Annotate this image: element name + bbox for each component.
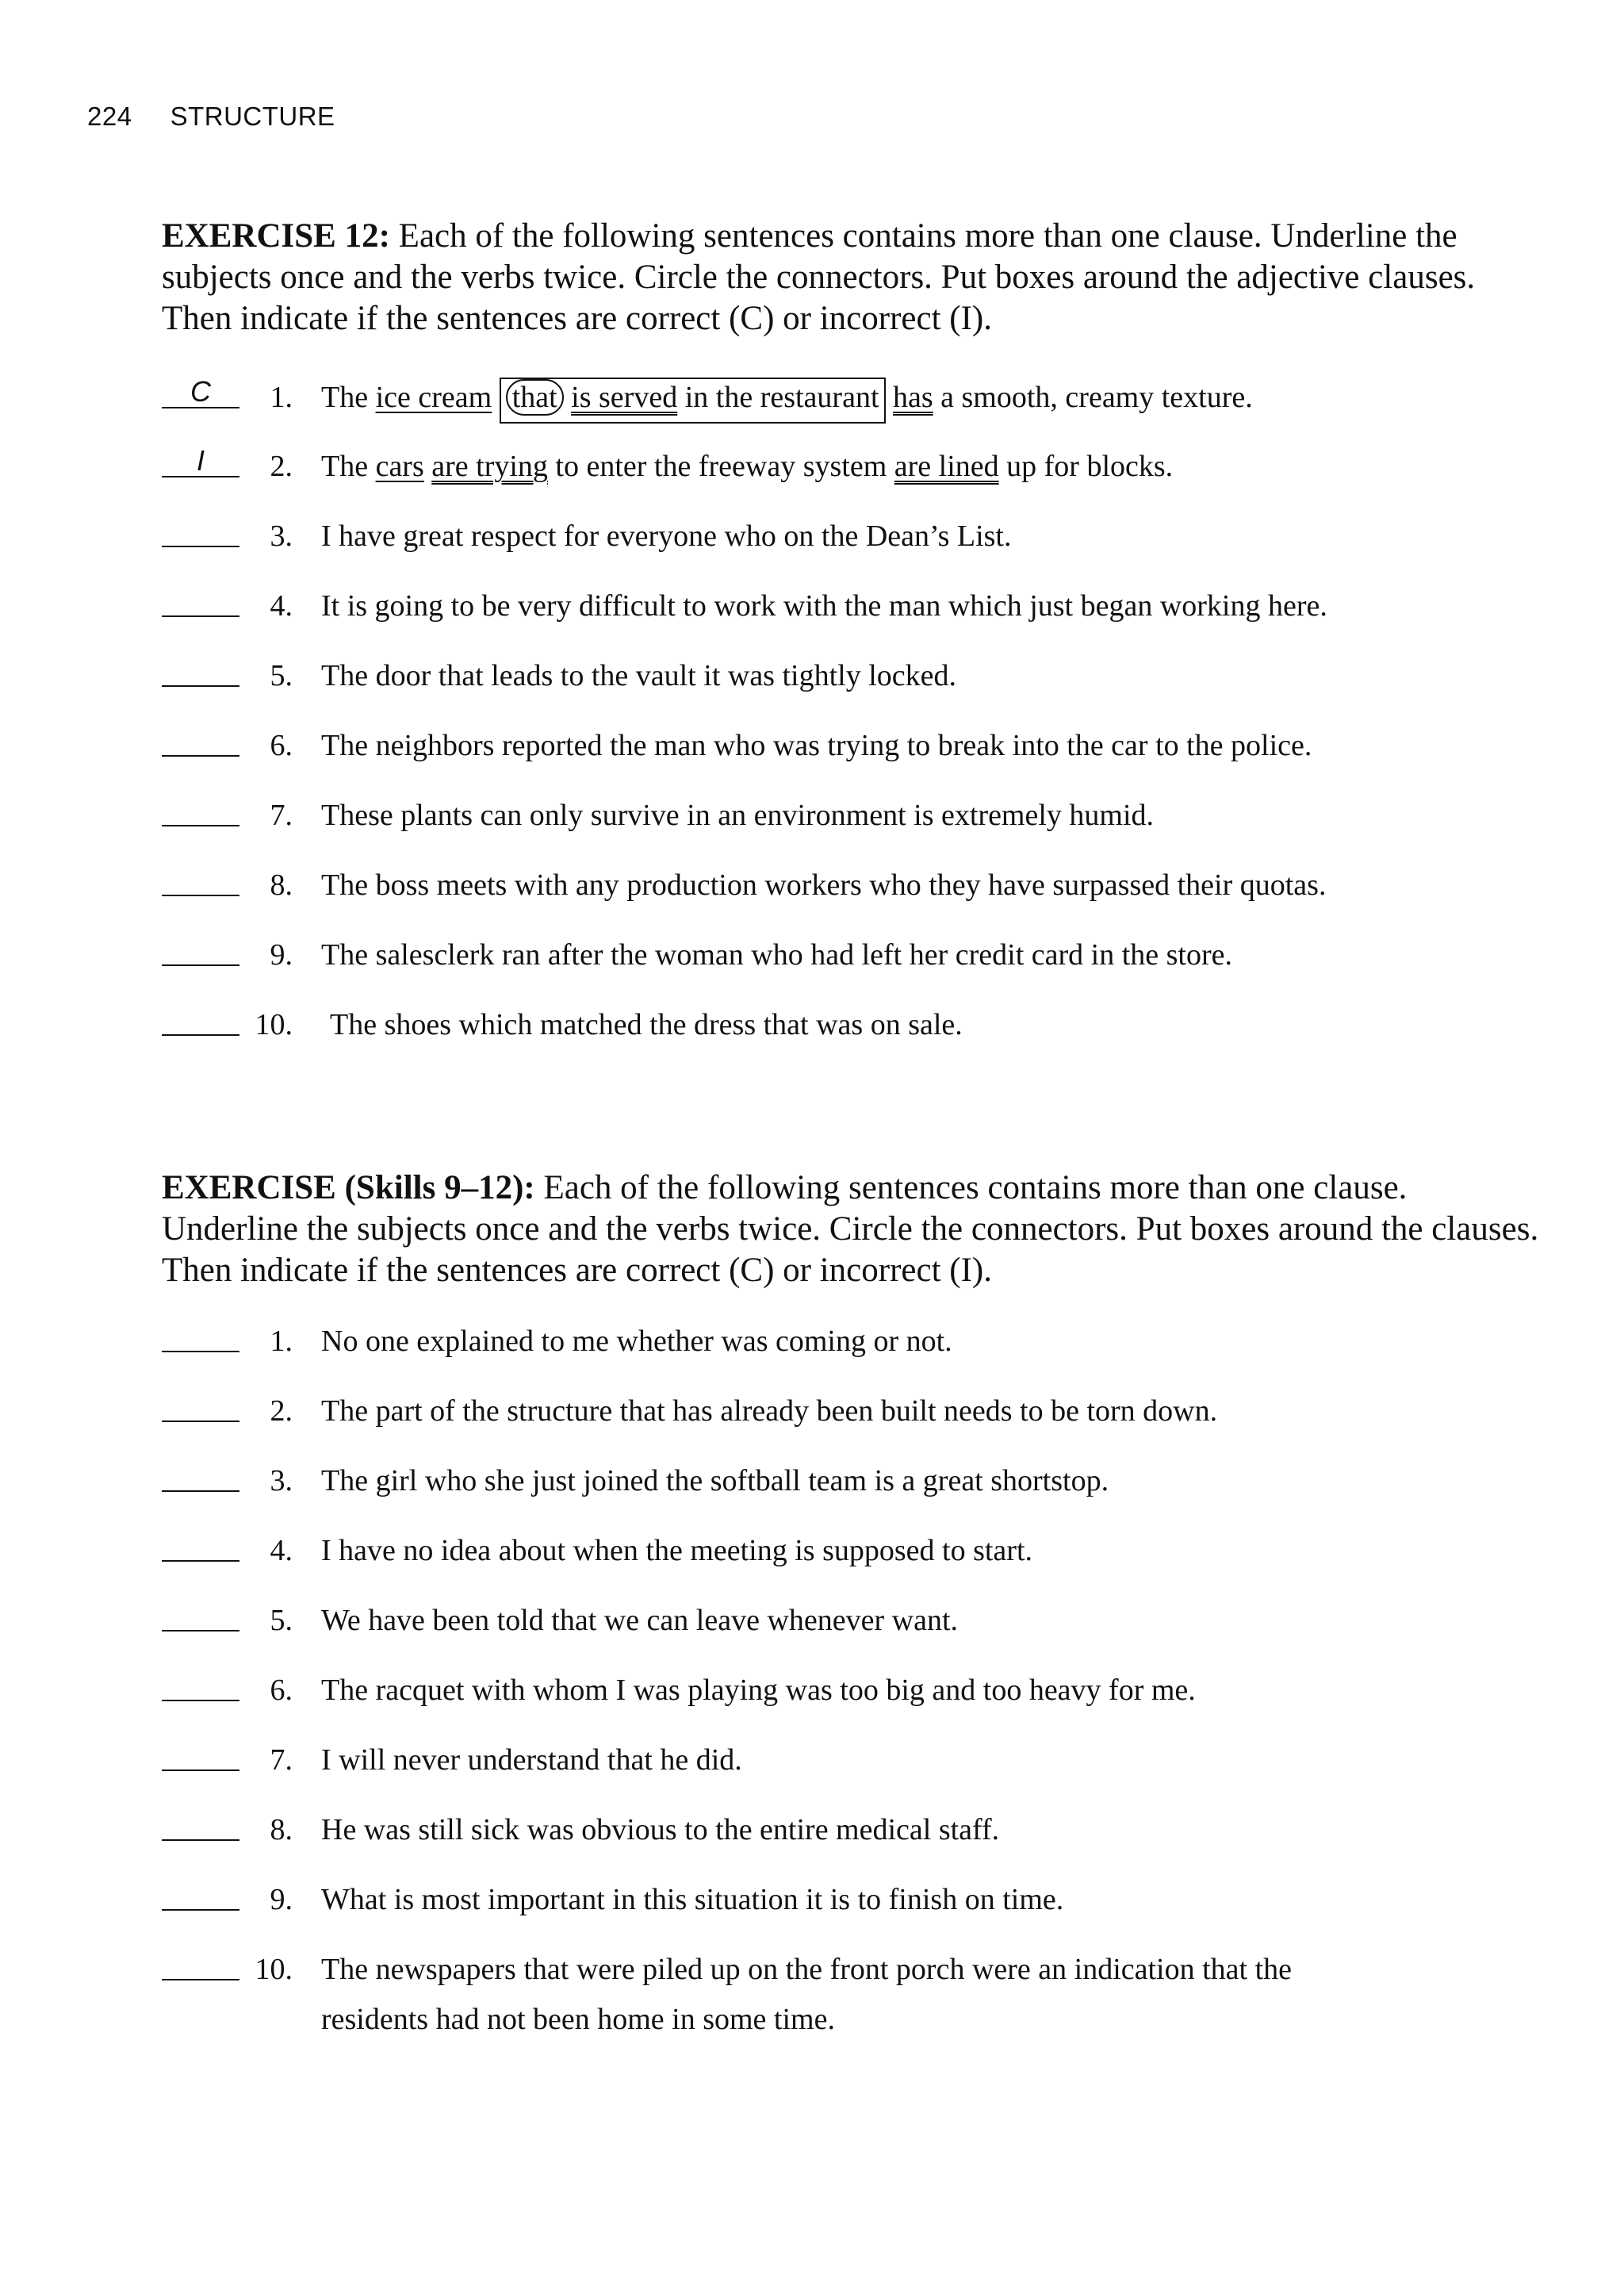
exercise-skills-text: Each of the following sentences contains more than one clause. Underline the subjects once and the verbs twice. Circle the connectors. Put boxes around the clauses. Then indicate if the sentences are correct (C) or incorrect (I). bbox=[162, 1169, 1539, 1289]
item-number: 1. bbox=[270, 381, 293, 414]
item-sentence: The neighbors reported the man who was trying to break into the car to the police. bbox=[321, 729, 1312, 762]
item-sentence: The boss meets with any production workers who they have surpassed their quotas. bbox=[321, 868, 1327, 902]
item-sentence: I have great respect for everyone who on the Dean’s List. bbox=[321, 520, 1012, 553]
answer-blank[interactable] bbox=[162, 1034, 239, 1036]
item-number: 7. bbox=[270, 799, 293, 832]
item-number: 3. bbox=[270, 520, 293, 553]
item-number: 9. bbox=[270, 938, 293, 972]
exercise-12-instructions bbox=[162, 216, 1542, 339]
answer-blank[interactable] bbox=[162, 1769, 239, 1771]
verb-double-underline: is served bbox=[571, 381, 678, 414]
item-sentence: He was still sick was obvious to the entire medical staff. bbox=[321, 1813, 1000, 1846]
item-sentence: It is going to be very difficult to work with the man which just began working here. bbox=[321, 589, 1327, 623]
connector-circle: that bbox=[506, 379, 564, 416]
item-sentence: What is most important in this situation it is to finish on time. bbox=[321, 1883, 1064, 1916]
answer-blank[interactable] bbox=[162, 825, 239, 826]
page-number: 224 bbox=[87, 102, 132, 131]
item-number: 5. bbox=[270, 1604, 293, 1637]
running-header bbox=[87, 102, 335, 132]
exercise-12-label: EXERCISE 12: bbox=[162, 217, 390, 255]
item-number: 9. bbox=[270, 1883, 293, 1916]
exercise-12-text: Each of the following sentences contains more than one clause. Underline the subjects once and the verbs twice. Circle the connectors. Put boxes around the adjective clauses. Then indicate if the sentences are correct (C) or incorrect (I). bbox=[162, 217, 1476, 337]
answer-blank[interactable] bbox=[162, 1700, 239, 1701]
item-number: 5. bbox=[270, 659, 293, 692]
item-sentence: The salesclerk ran after the woman who had left her credit card in the store. bbox=[321, 938, 1232, 972]
verb-double-underline: are trying bbox=[431, 450, 548, 483]
item-sentence: These plants can only survive in an environment is extremely humid. bbox=[321, 799, 1155, 832]
answer-blank[interactable] bbox=[162, 1909, 239, 1911]
item-sentence: I will never understand that he did. bbox=[321, 1743, 742, 1777]
item-sentence: The part of the structure that has already been built needs to be torn down. bbox=[321, 1394, 1218, 1428]
answer-mark: C bbox=[190, 375, 211, 408]
item-number: 6. bbox=[270, 1674, 293, 1707]
item-number: 8. bbox=[270, 868, 293, 902]
subject-underline: cars bbox=[375, 450, 424, 483]
exercise-skills-instructions bbox=[162, 1168, 1542, 1291]
answer-blank[interactable] bbox=[162, 1421, 239, 1422]
item-number: 2. bbox=[270, 450, 293, 483]
item-number: 4. bbox=[270, 1534, 293, 1567]
answer-mark: I bbox=[196, 444, 205, 477]
item-sentence: The girl who she just joined the softball team is a great shortstop. bbox=[321, 1464, 1109, 1497]
answer-blank[interactable] bbox=[162, 1839, 239, 1841]
item-sentence: The door that leads to the vault it was tightly locked. bbox=[321, 659, 956, 692]
answer-blank[interactable] bbox=[162, 755, 239, 757]
item-number: 2. bbox=[270, 1394, 293, 1428]
answer-blank[interactable] bbox=[162, 895, 239, 896]
answer-blank[interactable] bbox=[162, 615, 239, 617]
item-number: 10. bbox=[255, 1953, 293, 1986]
adjective-clause-box: that is served in the restaurant bbox=[500, 378, 886, 424]
item-number: 3. bbox=[270, 1464, 293, 1497]
item-sentence: No one explained to me whether was coming or not. bbox=[321, 1325, 952, 1358]
item-sentence: I have no idea about when the meeting is supposed to start. bbox=[321, 1534, 1033, 1567]
answer-blank[interactable] bbox=[162, 546, 239, 547]
subject-underline: ice cream bbox=[375, 381, 492, 414]
skills-item-10-continuation: residents had not been home in some time. bbox=[321, 2003, 835, 2036]
item-sentence: The racquet with whom I was playing was too big and too heavy for me. bbox=[321, 1674, 1196, 1707]
item-sentence: The shoes which matched the dress that was on sale. bbox=[330, 1008, 963, 1041]
item-number: 10. bbox=[255, 1008, 293, 1041]
item-number: 1. bbox=[270, 1325, 293, 1358]
item-number: 4. bbox=[270, 589, 293, 623]
item-number: 6. bbox=[270, 729, 293, 762]
answer-blank[interactable] bbox=[162, 685, 239, 687]
item-number: 8. bbox=[270, 1813, 293, 1846]
answer-blank[interactable] bbox=[162, 1630, 239, 1631]
verb-double-underline: are lined bbox=[894, 450, 999, 483]
answer-blank[interactable] bbox=[162, 1560, 239, 1562]
item-number: 7. bbox=[270, 1743, 293, 1777]
exercise-skills-label: EXERCISE (Skills 9–12): bbox=[162, 1169, 535, 1206]
section-title: STRUCTURE bbox=[170, 102, 335, 131]
answer-blank[interactable] bbox=[162, 964, 239, 966]
answer-blank[interactable] bbox=[162, 1490, 239, 1492]
item-sentence: The newspapers that were piled up on the front porch were an indication that the bbox=[321, 1953, 1293, 1986]
item-sentence: The ice cream that is served in the restaurant has a smooth, creamy texture. bbox=[321, 374, 1253, 421]
answer-blank[interactable] bbox=[162, 1979, 239, 1980]
item-sentence: The cars are trying to enter the freeway system are lined up for blocks. bbox=[321, 450, 1174, 483]
verb-double-underline: has bbox=[893, 381, 933, 414]
item-sentence: We have been told that we can leave whenever want. bbox=[321, 1604, 959, 1637]
answer-blank[interactable] bbox=[162, 1351, 239, 1352]
